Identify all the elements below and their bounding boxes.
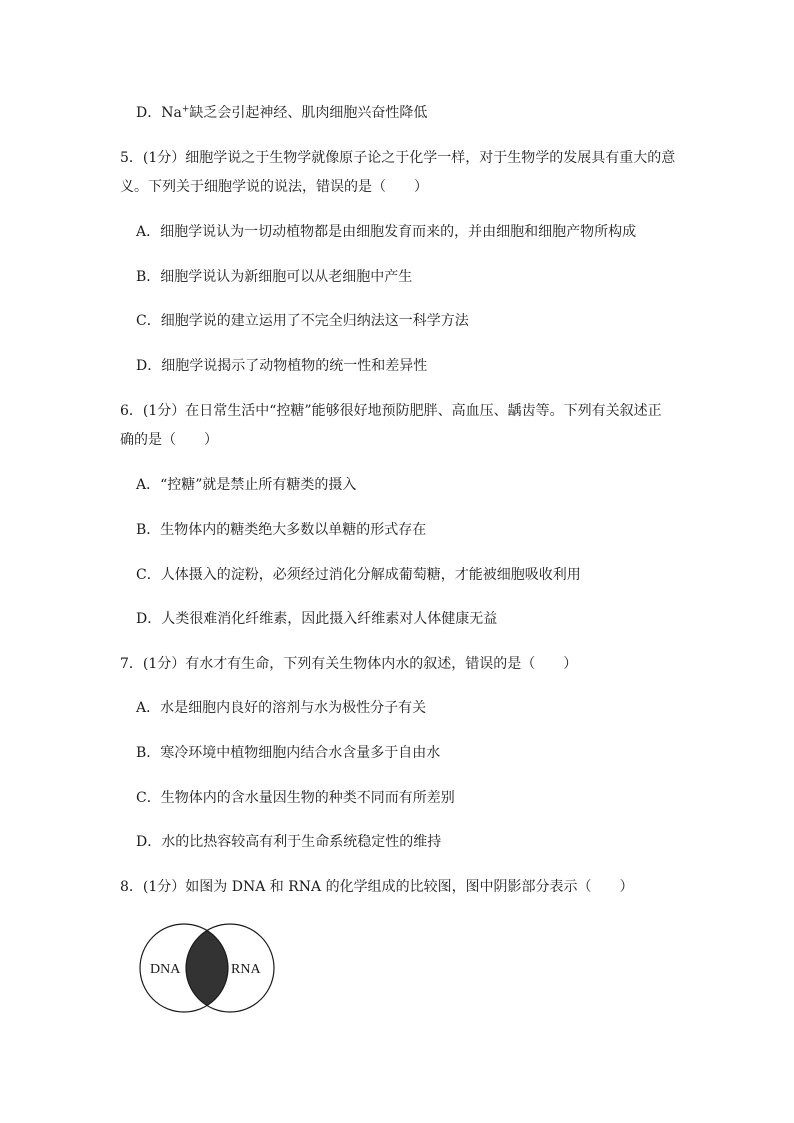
q5-option-b: B．细胞学说认为新细胞可以从老细胞中产生	[136, 269, 413, 285]
q6-option-c: C．人体摄入的淀粉，必须经过消化分解成葡萄糖，才能被细胞吸收利用	[136, 567, 581, 583]
q6-stem-line1: 6．(1分）在日常生活中“控糖”能够很好地预防肥胖、高血压、龋齿等。下列有关叙述正	[120, 403, 662, 419]
q4-option-d-label: D．Na	[136, 105, 182, 121]
q7-option-c: C．生物体内的含水量因生物的种类不同而有所差别	[136, 790, 455, 806]
q4-option-d	[136, 103, 427, 123]
q8-stem-line1: 8．(1分）如图为 DNA 和 RNA 的化学组成的比较图，图中阴影部分表示（ ）	[120, 879, 634, 895]
q6-option-d: D．人类很难消化纤维素，因此摄入纤维素对人体健康无益	[136, 611, 498, 627]
q7-stem-line1: 7．(1分）有水才有生命，下列有关生物体内水的叙述，错误的是（ ）	[120, 656, 578, 672]
q5-option-d: D．细胞学说揭示了动物植物的统一性和差异性	[136, 358, 428, 374]
q6-option-a: A．“控糖”就是禁止所有糖类的摄入	[136, 477, 357, 493]
dna-rna-venn-diagram	[138, 922, 276, 1014]
q7-option-d: D．水的比热容较高有利于生命系统稳定性的维持	[136, 834, 442, 850]
sodium-charge: +	[181, 104, 190, 115]
q5-option-c: C．细胞学说的建立运用了不完全归纳法这一科学方法	[136, 313, 469, 329]
q7-option-b: B．寒冷环境中植物细胞内结合水含量多于自由水	[136, 745, 441, 761]
q4-option-d-text: 缺乏会引起神经、肌肉细胞兴奋性降低	[189, 105, 428, 121]
q6-option-b: B．生物体内的糖类绝大多数以单糖的形式存在	[136, 522, 427, 538]
q5-option-a: A．细胞学说认为一切动植物都是由细胞发育而来的，并由细胞和细胞产物所构成	[136, 224, 637, 240]
q5-stem-line2: 义。下列关于细胞学说的说法，错误的是（ ）	[120, 179, 428, 195]
dna-label: DNA	[150, 962, 181, 977]
q5-stem-line1: 5．(1分）细胞学说之于生物学就像原子论之于化学一样，对于生物学的发展具有重大的意	[120, 150, 676, 166]
q6-stem-line2: 确的是（ ）	[120, 432, 218, 448]
q7-option-a: A．水是细胞内良好的溶剂与水为极性分子有关	[136, 700, 427, 716]
rna-label: RNA	[231, 962, 261, 977]
